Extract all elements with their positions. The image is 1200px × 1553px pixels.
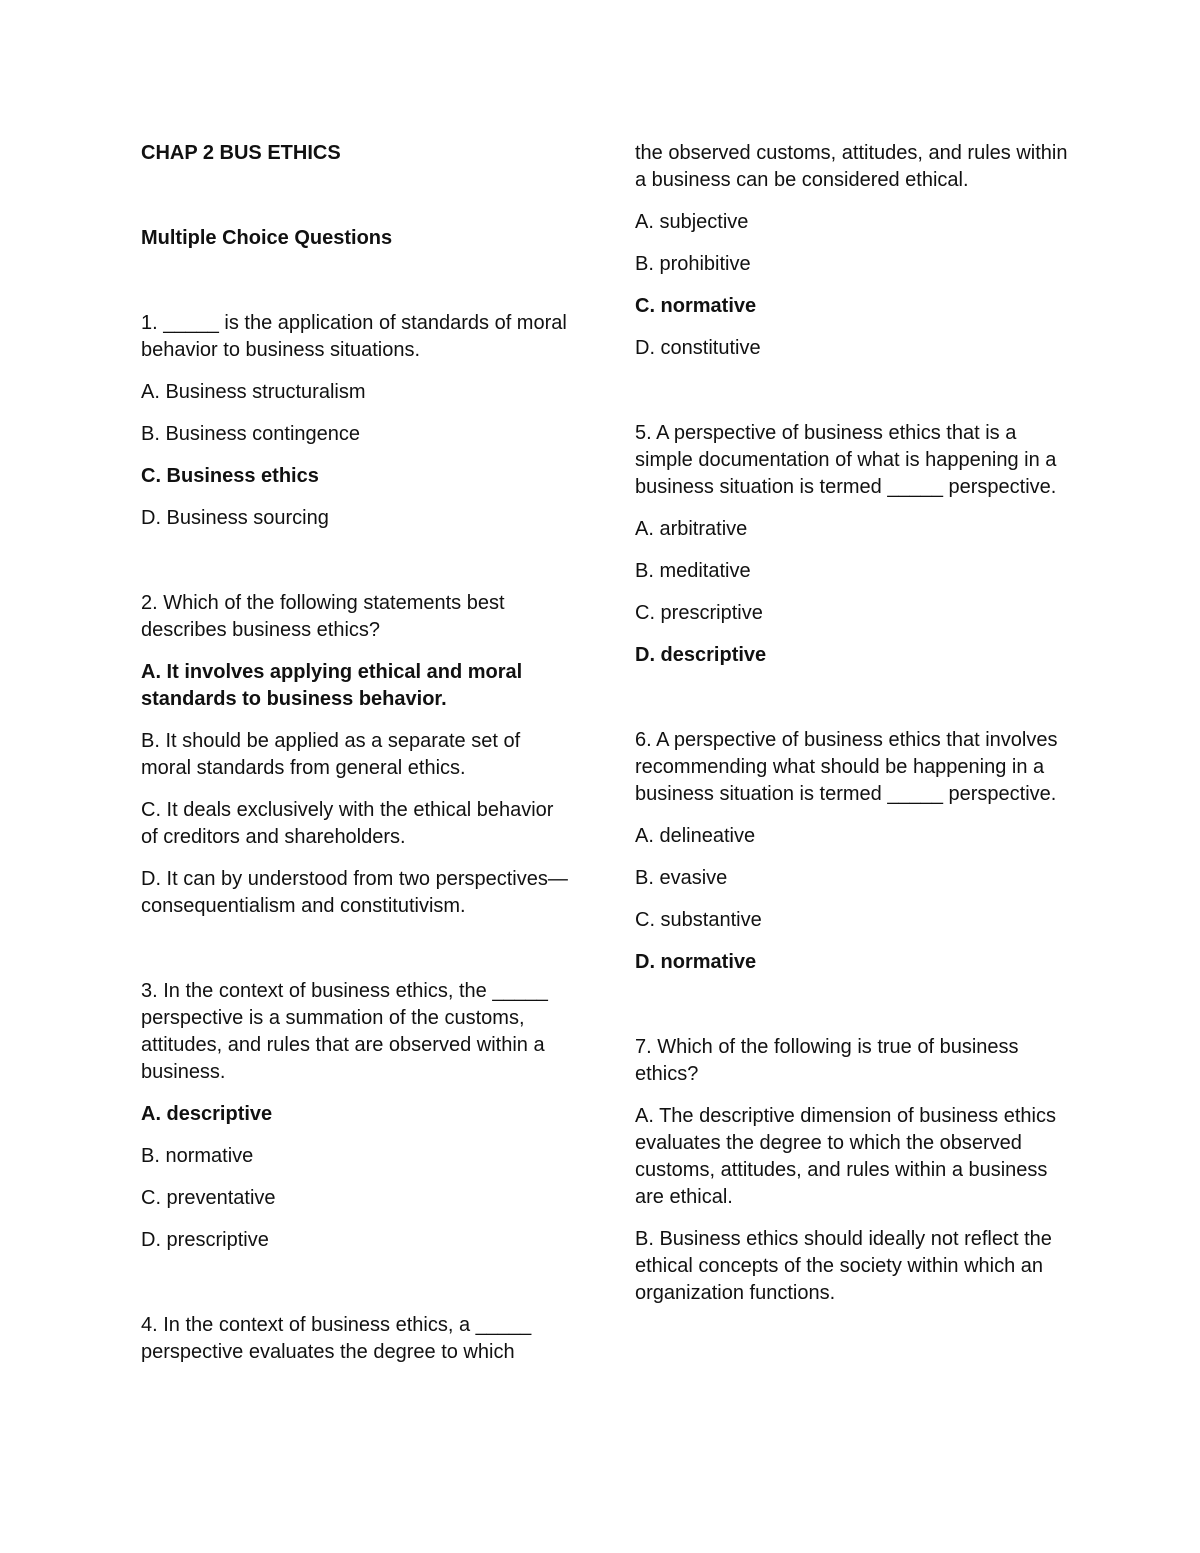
question-block: [635, 727, 1075, 976]
answer-option-correct: D. descriptive: [635, 644, 767, 666]
answer-option: B. prohibitive: [635, 253, 751, 275]
answer-option: C. prescriptive: [635, 602, 763, 624]
question-block: [635, 140, 1075, 362]
answer-option: B. Business ethics should ideally not reflect the ethical concepts of the society within which an organization functions.: [635, 1228, 1052, 1304]
question-block: [141, 1312, 571, 1366]
answer-option: C. substantive: [635, 909, 762, 931]
answer-option: B. evasive: [635, 867, 728, 889]
question-stem: 6. A perspective of business ethics that involves recommending what should be happening in a business situation is termed _____ perspective.: [635, 729, 1058, 805]
answer-option: D. Business sourcing: [141, 507, 329, 529]
question-stem: 4. In the context of business ethics, a _____ perspective evaluates the degree to which: [141, 1314, 532, 1363]
answer-option-correct: C. Business ethics: [141, 465, 319, 487]
answer-option: A. The descriptive dimension of business ethics evaluates the degree to which the observed customs, attitudes, and rules within a business are ethical.: [635, 1105, 1056, 1208]
left-column: [141, 140, 571, 1381]
section-heading: Multiple Choice Questions: [141, 227, 393, 249]
question-block: [141, 310, 571, 532]
answer-option: C. It deals exclusively with the ethical behavior of creditors and shareholders.: [141, 799, 554, 848]
answer-option: B. Business contingence: [141, 423, 361, 445]
answer-option: B. normative: [141, 1145, 254, 1167]
question-stem: 1. _____ is the application of standards of moral behavior to business situations.: [141, 312, 567, 361]
left-question-list: [141, 310, 571, 1366]
answer-option: A. delineative: [635, 825, 756, 847]
question-stem: 7. Which of the following is true of business ethics?: [635, 1036, 1019, 1085]
question-stem: the observed customs, attitudes, and rules within a business can be considered ethical.: [635, 142, 1068, 191]
answer-option: B. meditative: [635, 560, 751, 582]
answer-option-correct: A. It involves applying ethical and moral standards to business behavior.: [141, 661, 523, 710]
answer-option: A. Business structuralism: [141, 381, 366, 403]
right-question-list: [635, 140, 1075, 1307]
question-stem: 3. In the context of business ethics, the _____ perspective is a summation of the customs, attitudes, and rules that are observed within a business.: [141, 980, 548, 1083]
answer-option-correct: A. descriptive: [141, 1103, 273, 1125]
document-title: CHAP 2 BUS ETHICS: [141, 142, 341, 164]
answer-option: D. constitutive: [635, 337, 761, 359]
answer-option: B. It should be applied as a separate set of moral standards from general ethics.: [141, 730, 521, 779]
question-stem: 5. A perspective of business ethics that is a simple documentation of what is happening in a business situation is termed _____ perspective.: [635, 422, 1057, 498]
question-stem: 2. Which of the following statements best describes business ethics?: [141, 592, 505, 641]
answer-option-correct: D. normative: [635, 951, 757, 973]
answer-option: D. It can by understood from two perspectives—consequentialism and constitutivism.: [141, 868, 568, 917]
answer-option: A. subjective: [635, 211, 749, 233]
answer-option: D. prescriptive: [141, 1229, 269, 1251]
question-block: [141, 978, 571, 1254]
question-block: [141, 590, 571, 920]
answer-option: A. arbitrative: [635, 518, 748, 540]
answer-option: C. preventative: [141, 1187, 276, 1209]
right-column: [635, 140, 1075, 1322]
question-block: [635, 1034, 1075, 1307]
question-block: [635, 420, 1075, 669]
answer-option-correct: C. normative: [635, 295, 757, 317]
